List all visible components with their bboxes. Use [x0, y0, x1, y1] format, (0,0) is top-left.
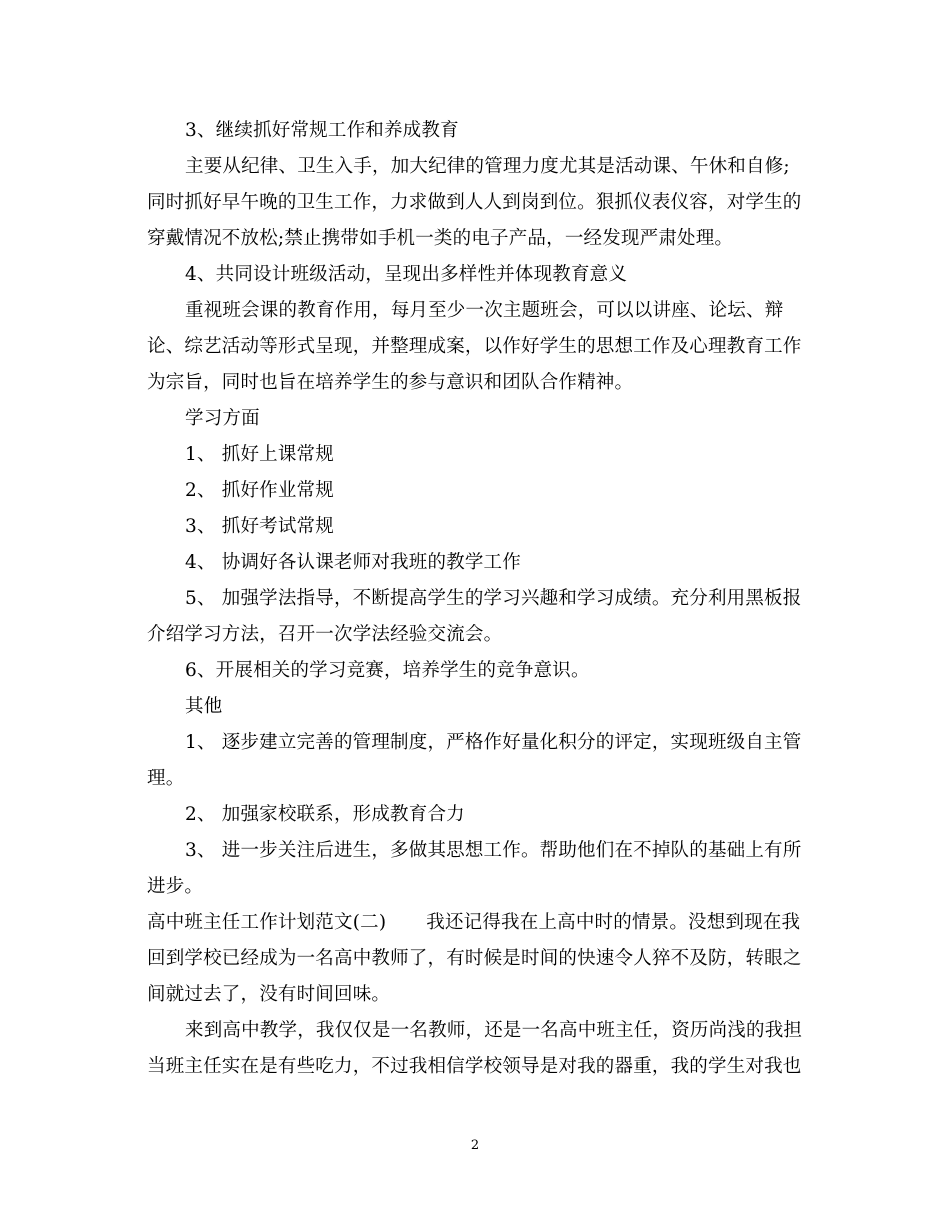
paragraph-line: 同时抓好早午晚的卫生工作，力求做到人人到岗到位。狠抓仪表仪容，对学生的 [147, 192, 802, 213]
paragraph-line: 间就过去了，没有时间回味。 [147, 984, 391, 1005]
paragraph-line: 为宗旨，同时也旨在培养学生的参与意识和团队合作精神。 [147, 372, 634, 393]
paragraph-line: 4、共同设计班级活动，呈现出多样性并体现教育意义 [185, 264, 628, 285]
section-heading: 学习方面 [185, 408, 260, 429]
heading-line [147, 911, 800, 935]
list-item: 2、 加强家校联系，形成教育合力 [185, 804, 465, 825]
list-item: 3、 抓好考试常规 [185, 516, 334, 537]
paragraph-line: 理。 [147, 768, 185, 789]
paragraph-line: 重视班会课的教育作用，每月至少一次主题班会，可以以讲座、论坛、辩 [185, 300, 784, 321]
paragraph-line: 来到高中教学，我仅仅是一名教师，还是一名高中班主任，资历尚浅的我担 [185, 1020, 803, 1041]
document-title: 高中班主任工作计划范文(二) [147, 912, 387, 933]
section-heading: 其他 [185, 696, 223, 717]
paragraph-line: 介绍学习方法，召开一次学法经验交流会。 [147, 624, 503, 645]
list-item: 6、开展相关的学习竞赛，培养学生的竞争意识。 [185, 660, 590, 681]
list-item: 1、 抓好上课常规 [185, 444, 334, 465]
list-item: 4、 协调好各认课老师对我班的教学工作 [185, 552, 521, 573]
paragraph-line: 当班主任实在是有些吃力，不过我相信学校领导是对我的器重，我的学生对我也 [147, 1056, 802, 1077]
paragraph-line: 主要从纪律、卫生入手，加大纪律的管理力度尤其是活动课、午休和自修; [185, 156, 790, 177]
paragraph-line: 论、综艺活动等形式呈现，并整理成案，以作好学生的思想工作及心理教育工作 [147, 336, 802, 357]
list-item: 3、 进一步关注后进生，多做其思想工作。帮助他们在不掉队的基础上有所 [185, 840, 802, 861]
list-item: 2、 抓好作业常规 [185, 480, 334, 501]
paragraph-line: 穿戴情况不放松;禁止携带如手机一类的电子产品，一经发现严肃处理。 [147, 228, 734, 249]
paragraph-line: 3、继续抓好常规工作和养成教育 [185, 120, 459, 141]
list-item: 1、 逐步建立完善的管理制度，严格作好量化积分的评定，实现班级自主管 [185, 732, 802, 753]
page-number: 2 [470, 1138, 480, 1153]
paragraph-line: 回到学校已经成为一名高中教师了，有时候是时间的快速令人猝不及防，转眼之 [147, 948, 802, 969]
list-item: 5、 加强学法指导，不断提高学生的学习兴趣和学习成绩。充分利用黑板报 [185, 588, 802, 609]
paragraph-line: 进步。 [147, 876, 204, 897]
paragraph-text: 我还记得我在上高中时的情景。没想到现在我 [426, 912, 801, 933]
